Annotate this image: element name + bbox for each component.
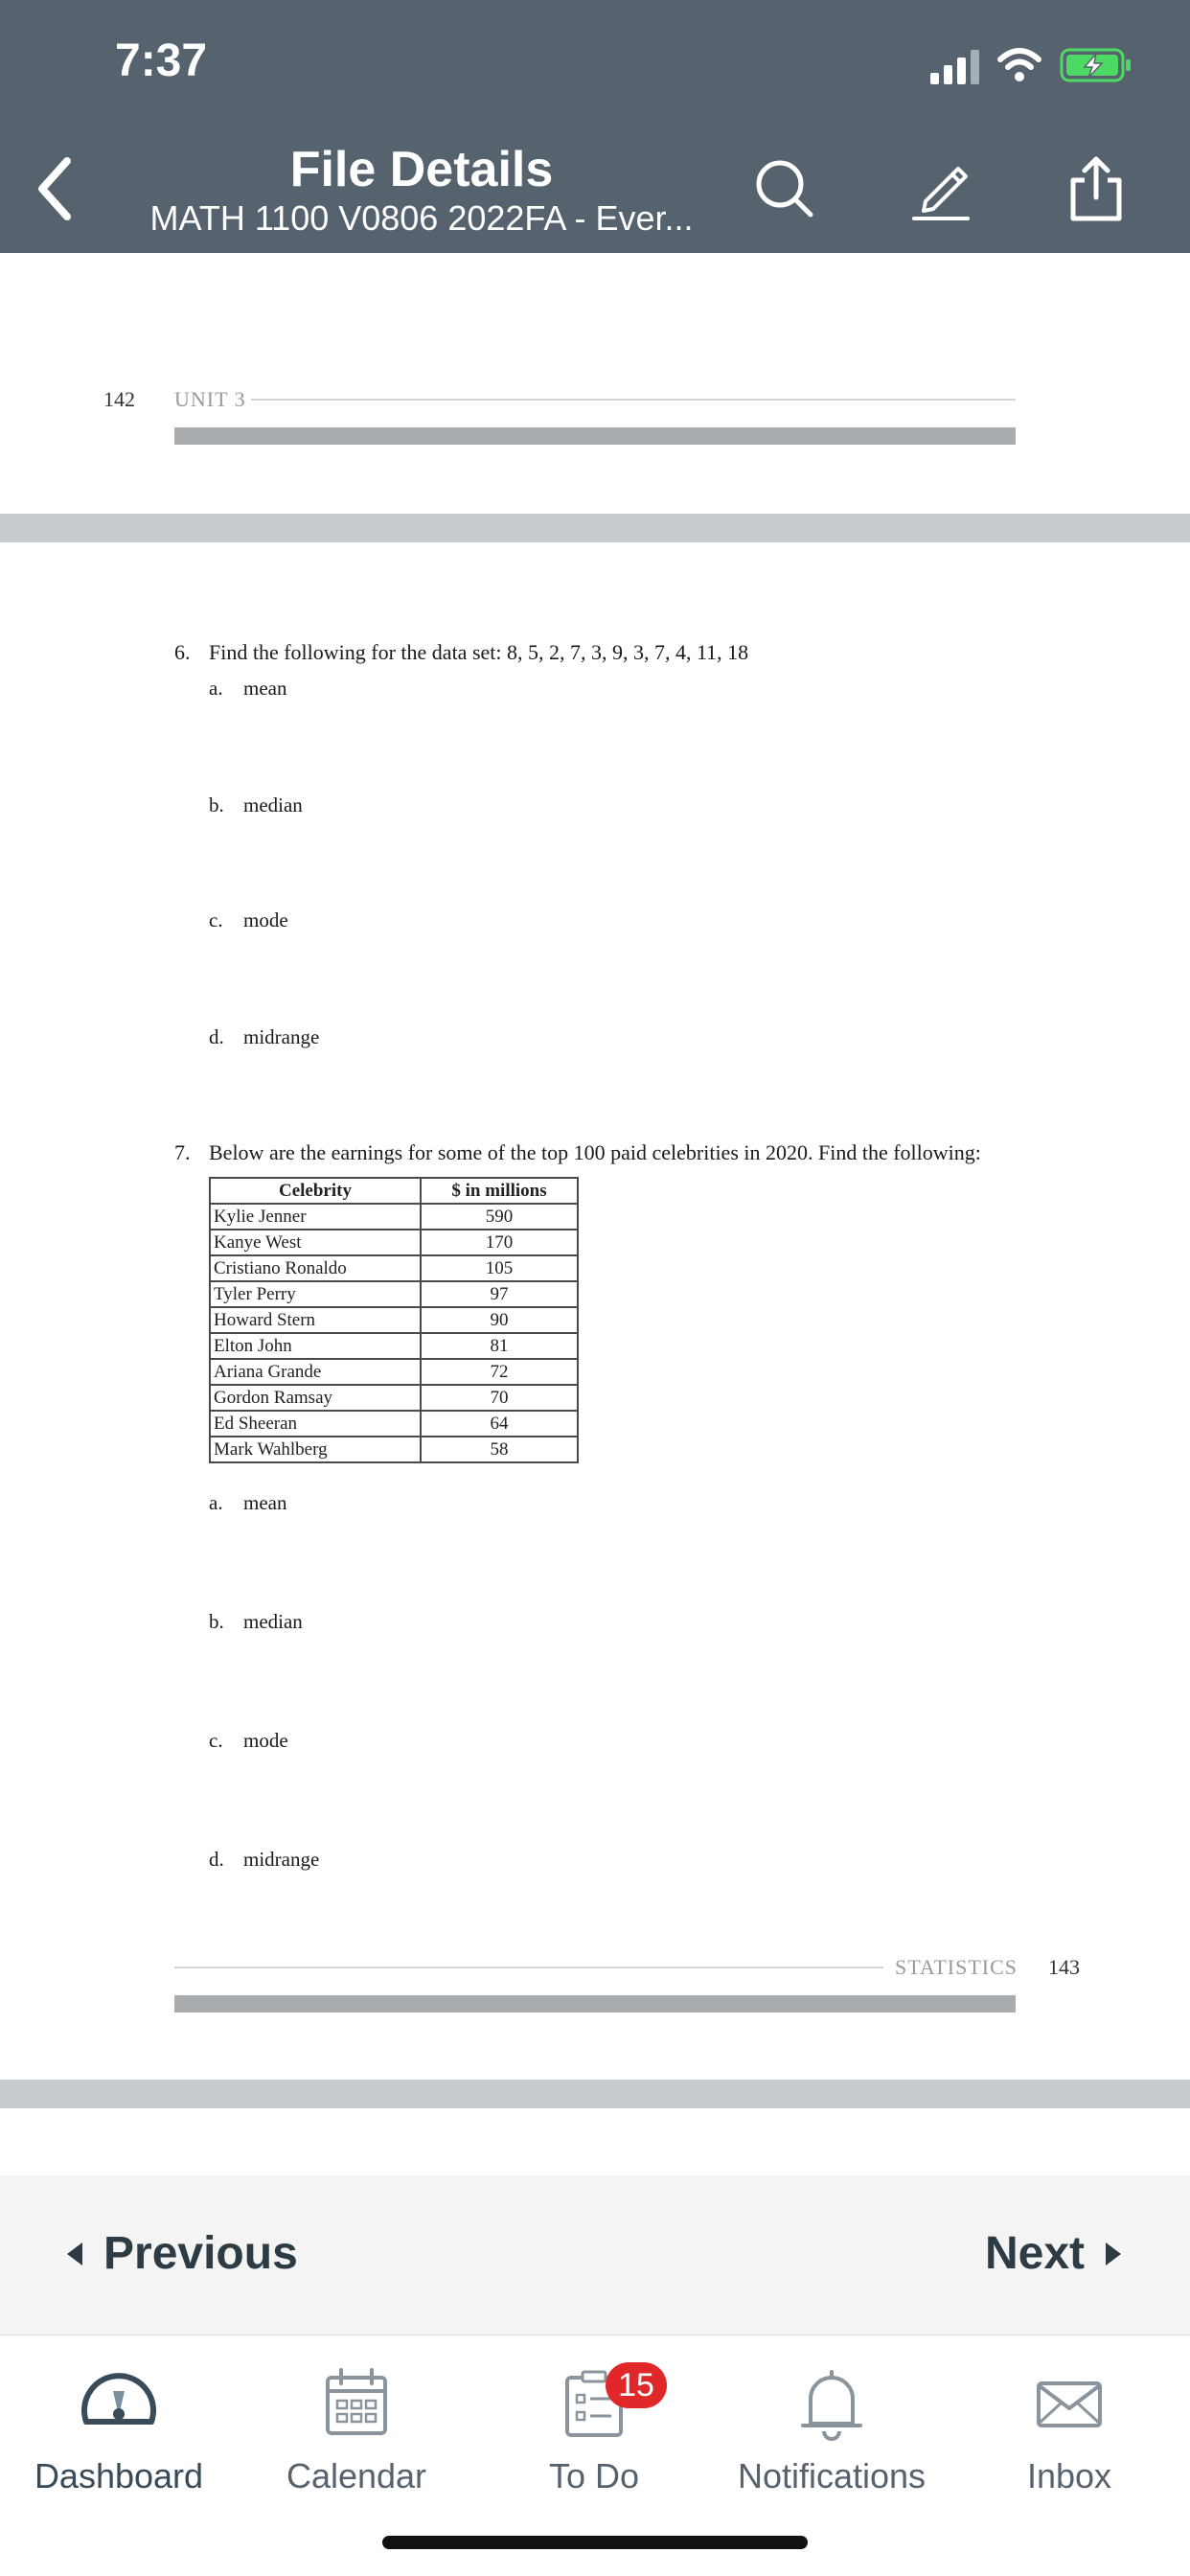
table-row <box>210 1230 578 1255</box>
q6-item-b: b. median <box>209 794 303 816</box>
celebrity-name: Ariana Grande <box>210 1359 421 1385</box>
tab-label: Notifications <box>737 2456 927 2496</box>
page-band <box>174 427 1016 445</box>
celebrity-name: Kanye West <box>210 1230 421 1255</box>
header-title-block <box>144 142 699 240</box>
tab-todo[interactable] <box>475 2355 713 2496</box>
earnings-value: 97 <box>421 1281 578 1307</box>
q7-item-a: a. mean <box>209 1491 287 1514</box>
todo-icon-wrap <box>546 2355 654 2450</box>
question-7-number: 7. <box>174 1140 191 1164</box>
page-separator <box>0 514 1190 542</box>
table-row <box>210 1281 578 1307</box>
page-title: File Details <box>289 142 554 197</box>
q7-item-b: b. median <box>209 1610 303 1633</box>
dashboard-icon <box>71 2355 167 2450</box>
annotate-pen-icon[interactable] <box>906 153 975 222</box>
tab-label: Calendar <box>286 2456 427 2496</box>
tab-calendar[interactable] <box>238 2355 475 2496</box>
previous-label: Previous <box>103 2228 298 2279</box>
q6-item-c: c. mode <box>209 908 288 932</box>
next-label: Next <box>984 2228 1085 2279</box>
unit-label: UNIT 3 <box>174 387 246 411</box>
earnings-value: 64 <box>421 1411 578 1437</box>
table-row <box>210 1411 578 1437</box>
tab-label: To Do <box>548 2456 640 2496</box>
tab-notifications[interactable] <box>713 2355 950 2496</box>
tab-dashboard[interactable] <box>0 2355 238 2496</box>
wifi-icon <box>996 46 1042 84</box>
cellular-signal-icon <box>930 46 979 84</box>
home-indicator[interactable] <box>382 2536 808 2549</box>
document-viewer[interactable] <box>0 253 1190 2141</box>
tab-label: Dashboard <box>34 2456 204 2496</box>
col-header-earnings: $ in millions <box>421 1178 578 1204</box>
table-row <box>210 1437 578 1462</box>
page-separator <box>0 2080 1190 2108</box>
status-time: 7:37 <box>115 35 208 86</box>
col-header-celebrity: Celebrity <box>210 1178 421 1204</box>
q7-item-c: c. mode <box>209 1729 288 1752</box>
calendar-icon <box>309 2355 404 2450</box>
earnings-value: 58 <box>421 1437 578 1462</box>
next-button[interactable] <box>985 2227 1121 2280</box>
earnings-value: 70 <box>421 1385 578 1411</box>
envelope-icon <box>1021 2355 1117 2450</box>
tab-inbox[interactable] <box>950 2355 1188 2496</box>
celebrity-name: Cristiano Ronaldo <box>210 1255 421 1281</box>
table-row <box>210 1385 578 1411</box>
page-number-top: 142 <box>103 387 135 411</box>
tab-label: Inbox <box>1026 2456 1112 2496</box>
search-icon[interactable] <box>749 153 818 222</box>
q6-item-d: d. midrange <box>209 1025 320 1048</box>
share-icon[interactable] <box>1062 153 1131 222</box>
earnings-value: 170 <box>421 1230 578 1255</box>
earnings-value: 81 <box>421 1333 578 1359</box>
earnings-value: 72 <box>421 1359 578 1385</box>
pager-bar <box>0 2175 1190 2334</box>
section-label: STATISTICS <box>895 1955 1018 1979</box>
table-header-row <box>210 1178 578 1204</box>
header-rule <box>251 399 1016 401</box>
status-icons <box>930 42 1133 84</box>
question-6-text: Find the following for the data set: 8, 5, 2, 7, 3, 9, 3, 7, 4, 11, 18 <box>209 640 749 664</box>
celebrity-name: Tyler Perry <box>210 1281 421 1307</box>
table-row <box>210 1307 578 1333</box>
footer-rule <box>174 1966 883 1968</box>
app-header <box>0 0 1190 253</box>
celebrity-earnings-table <box>209 1177 579 1463</box>
todo-count-badge: 15 <box>606 2362 667 2408</box>
earnings-value: 90 <box>421 1307 578 1333</box>
earnings-value: 590 <box>421 1204 578 1230</box>
q6-item-a: a. mean <box>209 677 287 700</box>
celebrity-name: Mark Wahlberg <box>210 1437 421 1462</box>
caret-right-icon <box>1106 2242 1121 2266</box>
celebrity-name: Kylie Jenner <box>210 1204 421 1230</box>
caret-left-icon <box>67 2242 82 2266</box>
back-chevron-icon[interactable] <box>33 155 79 222</box>
page-subtitle: MATH 1100 V0806 2022FA - Ever... <box>149 198 694 238</box>
celebrity-name: Ed Sheeran <box>210 1411 421 1437</box>
celebrity-name: Elton John <box>210 1333 421 1359</box>
table-row <box>210 1255 578 1281</box>
table-row <box>210 1333 578 1359</box>
earnings-value: 105 <box>421 1255 578 1281</box>
page-number-bottom: 143 <box>1048 1955 1080 1979</box>
question-7-text: Below are the earnings for some of the top 100 paid celebrities in 2020. Find the following: <box>209 1140 981 1164</box>
table-row <box>210 1359 578 1385</box>
bell-icon <box>784 2355 880 2450</box>
question-6 <box>174 640 748 665</box>
table-row <box>210 1204 578 1230</box>
question-6-number: 6. <box>174 640 191 664</box>
page-band <box>174 1995 1016 2012</box>
q7-item-d: d. midrange <box>209 1848 320 1871</box>
question-7 <box>174 1140 981 1165</box>
battery-charging-icon <box>1060 46 1133 84</box>
celebrity-name: Gordon Ramsay <box>210 1385 421 1411</box>
previous-button[interactable] <box>67 2227 298 2280</box>
celebrity-name: Howard Stern <box>210 1307 421 1333</box>
